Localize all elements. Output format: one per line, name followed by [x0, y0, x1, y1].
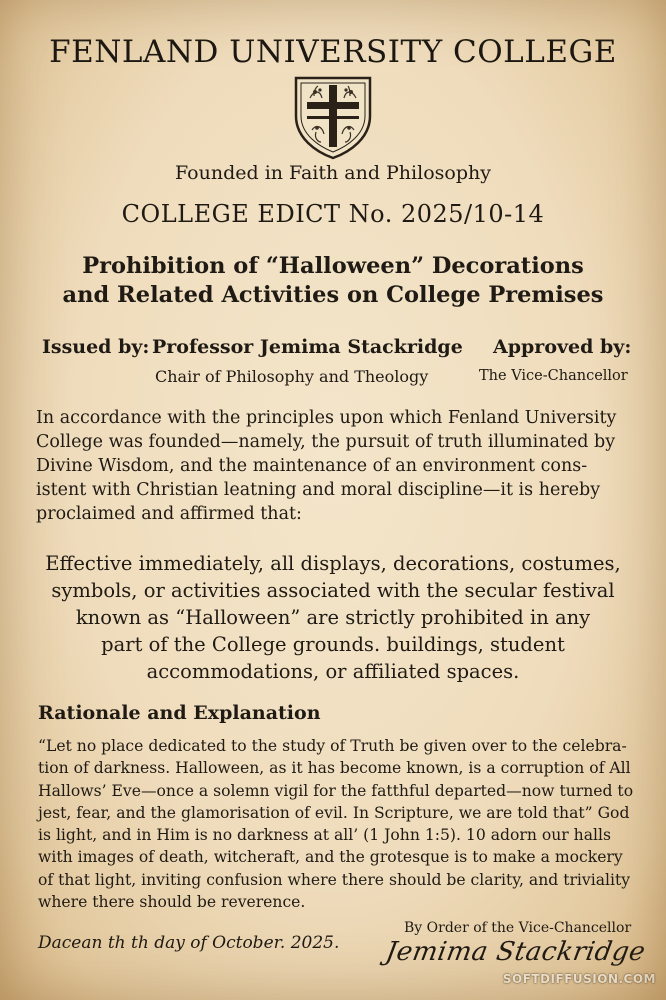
cross-crest-icon	[288, 72, 378, 162]
issuer-name: Professor Jemima Stackridge	[152, 336, 463, 358]
rationale-paragraph	[38, 735, 638, 913]
edict-number: COLLEGE EDICT No. 2025/10-14	[121, 200, 545, 228]
approver-name: The Vice-Chancellor	[479, 368, 628, 384]
issued-by-label: Issued by:	[42, 336, 150, 358]
rationale-heading: Rationale and Explanation	[38, 702, 321, 724]
proclamation-line: accommodations, or affiliated spaces.	[146, 660, 520, 683]
intro-line: proclaimed and affirmed that:	[36, 504, 302, 524]
college-motto: Founded in Faith and Philosophy	[175, 162, 491, 184]
college-name: FENLAND UNIVERSITY COLLEGE	[49, 34, 617, 70]
intro-line: In accordance with the principles upon which Fenland University	[36, 408, 617, 428]
rationale-line: where there should be reverence.	[38, 893, 306, 912]
intro-line: College was founded—namely, the pursuit of truth illuminated by	[36, 432, 616, 452]
intro-line: istent with Christian leatning and moral discipline—it is hereby	[36, 480, 601, 500]
proclamation-line: part of the College grounds. buildings, student	[101, 633, 565, 656]
approved-by-label: Approved by:	[493, 336, 632, 358]
order-line: By Order of the Vice-Chancellor	[404, 920, 632, 936]
proclamation-line: symbols, or activities associated with the secular festival	[51, 579, 615, 602]
proclamation	[0, 550, 666, 685]
intro-paragraph	[36, 406, 636, 526]
rationale-line: “Let no place dedicated to the study of Truth be given over to the celebra-	[38, 737, 627, 755]
rationale-line: jest, fear, and the glamorisation of evil. In Scripture, we are told that” God	[38, 803, 630, 822]
proclamation-line: Effective immediately, all displays, decorations, costumes,	[45, 552, 621, 575]
date-line: Dacean th th day of October. 2025.	[38, 933, 340, 953]
rationale-line: of that light, inviting confusion where there should be clarity, and triviality	[38, 870, 631, 889]
signature: Jemima Stackridge	[383, 937, 648, 967]
edict-title	[30, 252, 636, 311]
proclamation-line: known as “Halloween” are strictly prohibited in any	[75, 606, 591, 629]
intro-line: Divine Wisdom, and the maintenance of an environment cons-	[36, 456, 588, 476]
rationale-line: with images of death, witcheraft, and the grotesque is to make a mockery	[38, 848, 623, 867]
issuer-role: Chair of Philosophy and Theology	[155, 367, 429, 386]
rationale-line: is light, and in Him is no darkness at all’ (1 John 1:5). 10 adorn our halls	[38, 826, 611, 845]
edict-title-line: Prohibition of “Halloween” Decorations	[82, 253, 584, 279]
watermark: SOFTDIFFUSION.COM	[502, 972, 656, 986]
edict-title-line: and Related Activities on College Premises	[62, 282, 604, 309]
rationale-line: tion of darkness. Halloween, as it has become known, is a corruption of All	[38, 759, 631, 778]
rationale-line: Hallows’ Eve—once a solemn vigil for the fatthful departed—now turned to	[38, 781, 634, 800]
